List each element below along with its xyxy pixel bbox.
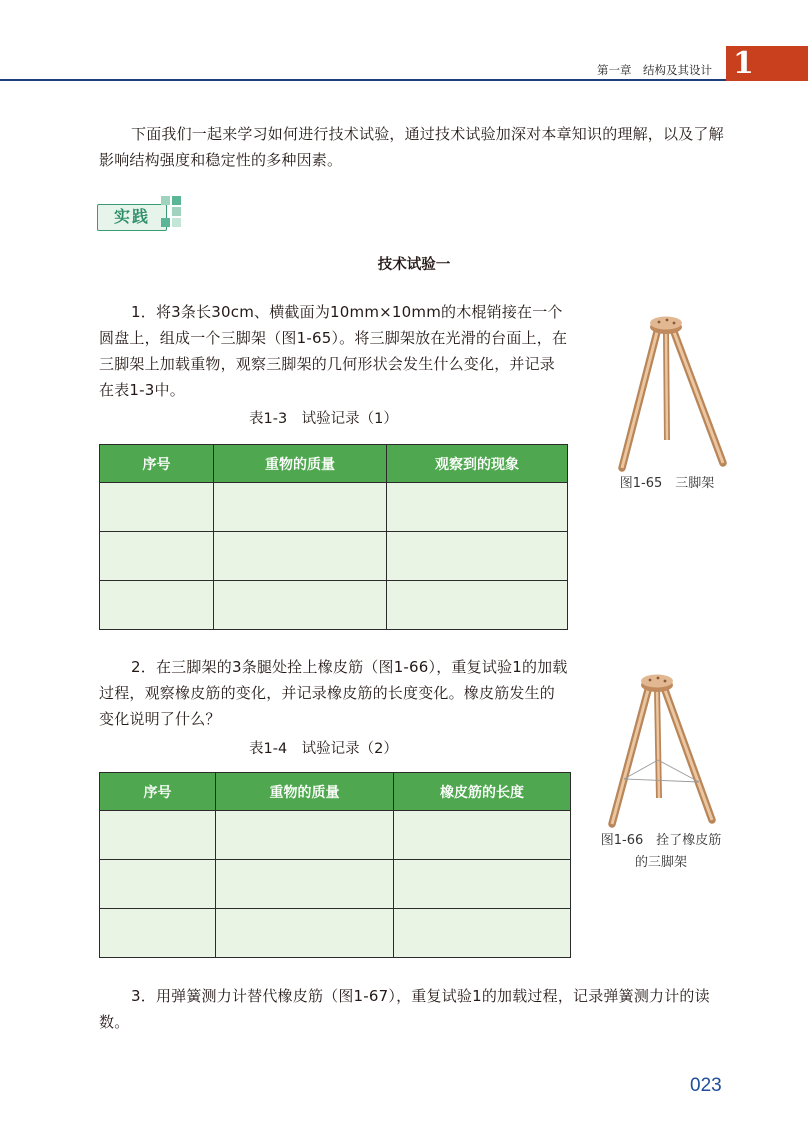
tripod-disc-top	[650, 317, 682, 330]
header-cell-weight: 重物的质量	[214, 445, 387, 483]
table-cell	[216, 909, 394, 958]
step-1-paragraph: 1．将3条长30cm、横截面为10mm×10mm的木棍销接在一个圆盘上，组成一个三脚架（图1-65）。将三脚架放在光滑的台面上，在三脚架上加载重物，观察三脚架的几何形状会发生什么变化，并记录在表1-3中。	[99, 303, 568, 399]
pin-icon	[673, 322, 676, 325]
pin-icon	[658, 321, 661, 324]
pin-icon	[657, 677, 660, 680]
decor-square	[172, 196, 181, 205]
table-cell	[216, 811, 394, 860]
table-cell	[100, 909, 216, 958]
record-table-1	[99, 444, 568, 630]
table-cell	[387, 532, 568, 581]
tripod-leg-left-highlight	[612, 690, 648, 824]
tripod-leg-right-highlight	[665, 690, 712, 820]
record-table-2	[99, 772, 571, 958]
table-cell	[394, 860, 571, 909]
figure-1-65-caption: 图1-65 三脚架	[619, 476, 715, 491]
tripod-disc-top	[641, 675, 673, 688]
tripod-with-band-figure	[596, 668, 726, 828]
header-rule	[0, 79, 726, 81]
table-2-caption: 表1-4 试验记录（2）	[249, 741, 398, 757]
table-row	[100, 483, 568, 532]
header-cell-observation: 观察到的现象	[387, 445, 568, 483]
table-row	[100, 909, 571, 958]
running-title: 第一章 结构及其设计	[597, 63, 712, 77]
table-cell	[214, 483, 387, 532]
chapter-number-badge: 1	[726, 46, 808, 81]
page-number: 023	[690, 1075, 722, 1096]
header-cell-index: 序号	[100, 773, 216, 811]
table-cell	[394, 909, 571, 958]
pin-icon	[649, 679, 652, 682]
table-cell	[214, 581, 387, 630]
table-header-row	[100, 773, 571, 811]
tripod-figure	[604, 308, 734, 473]
table-cell	[214, 532, 387, 581]
table-row	[100, 860, 571, 909]
header-cell-weight: 重物的质量	[216, 773, 394, 811]
figure-1-66-caption: 图1-66 拴了橡皮筋的三脚架	[600, 833, 722, 870]
table-cell	[387, 483, 568, 532]
decor-square	[172, 218, 181, 227]
table-1-caption: 表1-3 试验记录（1）	[249, 411, 398, 427]
table-cell	[216, 860, 394, 909]
table-header-row	[100, 445, 568, 483]
table-cell	[100, 581, 214, 630]
pin-icon	[666, 319, 669, 322]
step-3-paragraph: 3．用弹簧测力计替代橡皮筋（图1-67），重复试验1的加载过程，记录弹簧测力计的读数。	[99, 987, 710, 1031]
table-row	[100, 532, 568, 581]
header-cell-band-length: 橡皮筋的长度	[394, 773, 571, 811]
practice-badge-label: 实践	[97, 204, 167, 231]
table-row	[100, 811, 571, 860]
tripod-leg-right-highlight	[674, 332, 723, 463]
table-row	[100, 581, 568, 630]
pin-icon	[664, 680, 667, 683]
table-cell	[394, 811, 571, 860]
table-cell	[100, 483, 214, 532]
header-cell-index: 序号	[100, 445, 214, 483]
decor-square	[172, 207, 181, 216]
decor-square	[161, 196, 170, 205]
intro-paragraph: 下面我们一起来学习如何进行技术试验，通过技术试验加深对本章知识的理解，以及了解影响结构强度和稳定性的多种因素。	[99, 125, 724, 169]
table-cell	[100, 860, 216, 909]
table-cell	[100, 532, 214, 581]
table-cell	[387, 581, 568, 630]
tripod-leg-left-highlight	[622, 332, 657, 468]
decor-square	[161, 218, 170, 227]
tripod-leg-back-highlight	[666, 330, 667, 440]
practice-badge	[97, 196, 189, 236]
experiment-title: 技术试验一	[377, 257, 451, 273]
table-cell	[100, 811, 216, 860]
step-2-paragraph: 2．在三脚架的3条腿处拴上橡皮筋（图1-66），重复试验1的加载过程，观察橡皮筋的变化，并记录橡皮筋的长度变化。橡皮筋发生的变化说明了什么？	[99, 658, 568, 728]
